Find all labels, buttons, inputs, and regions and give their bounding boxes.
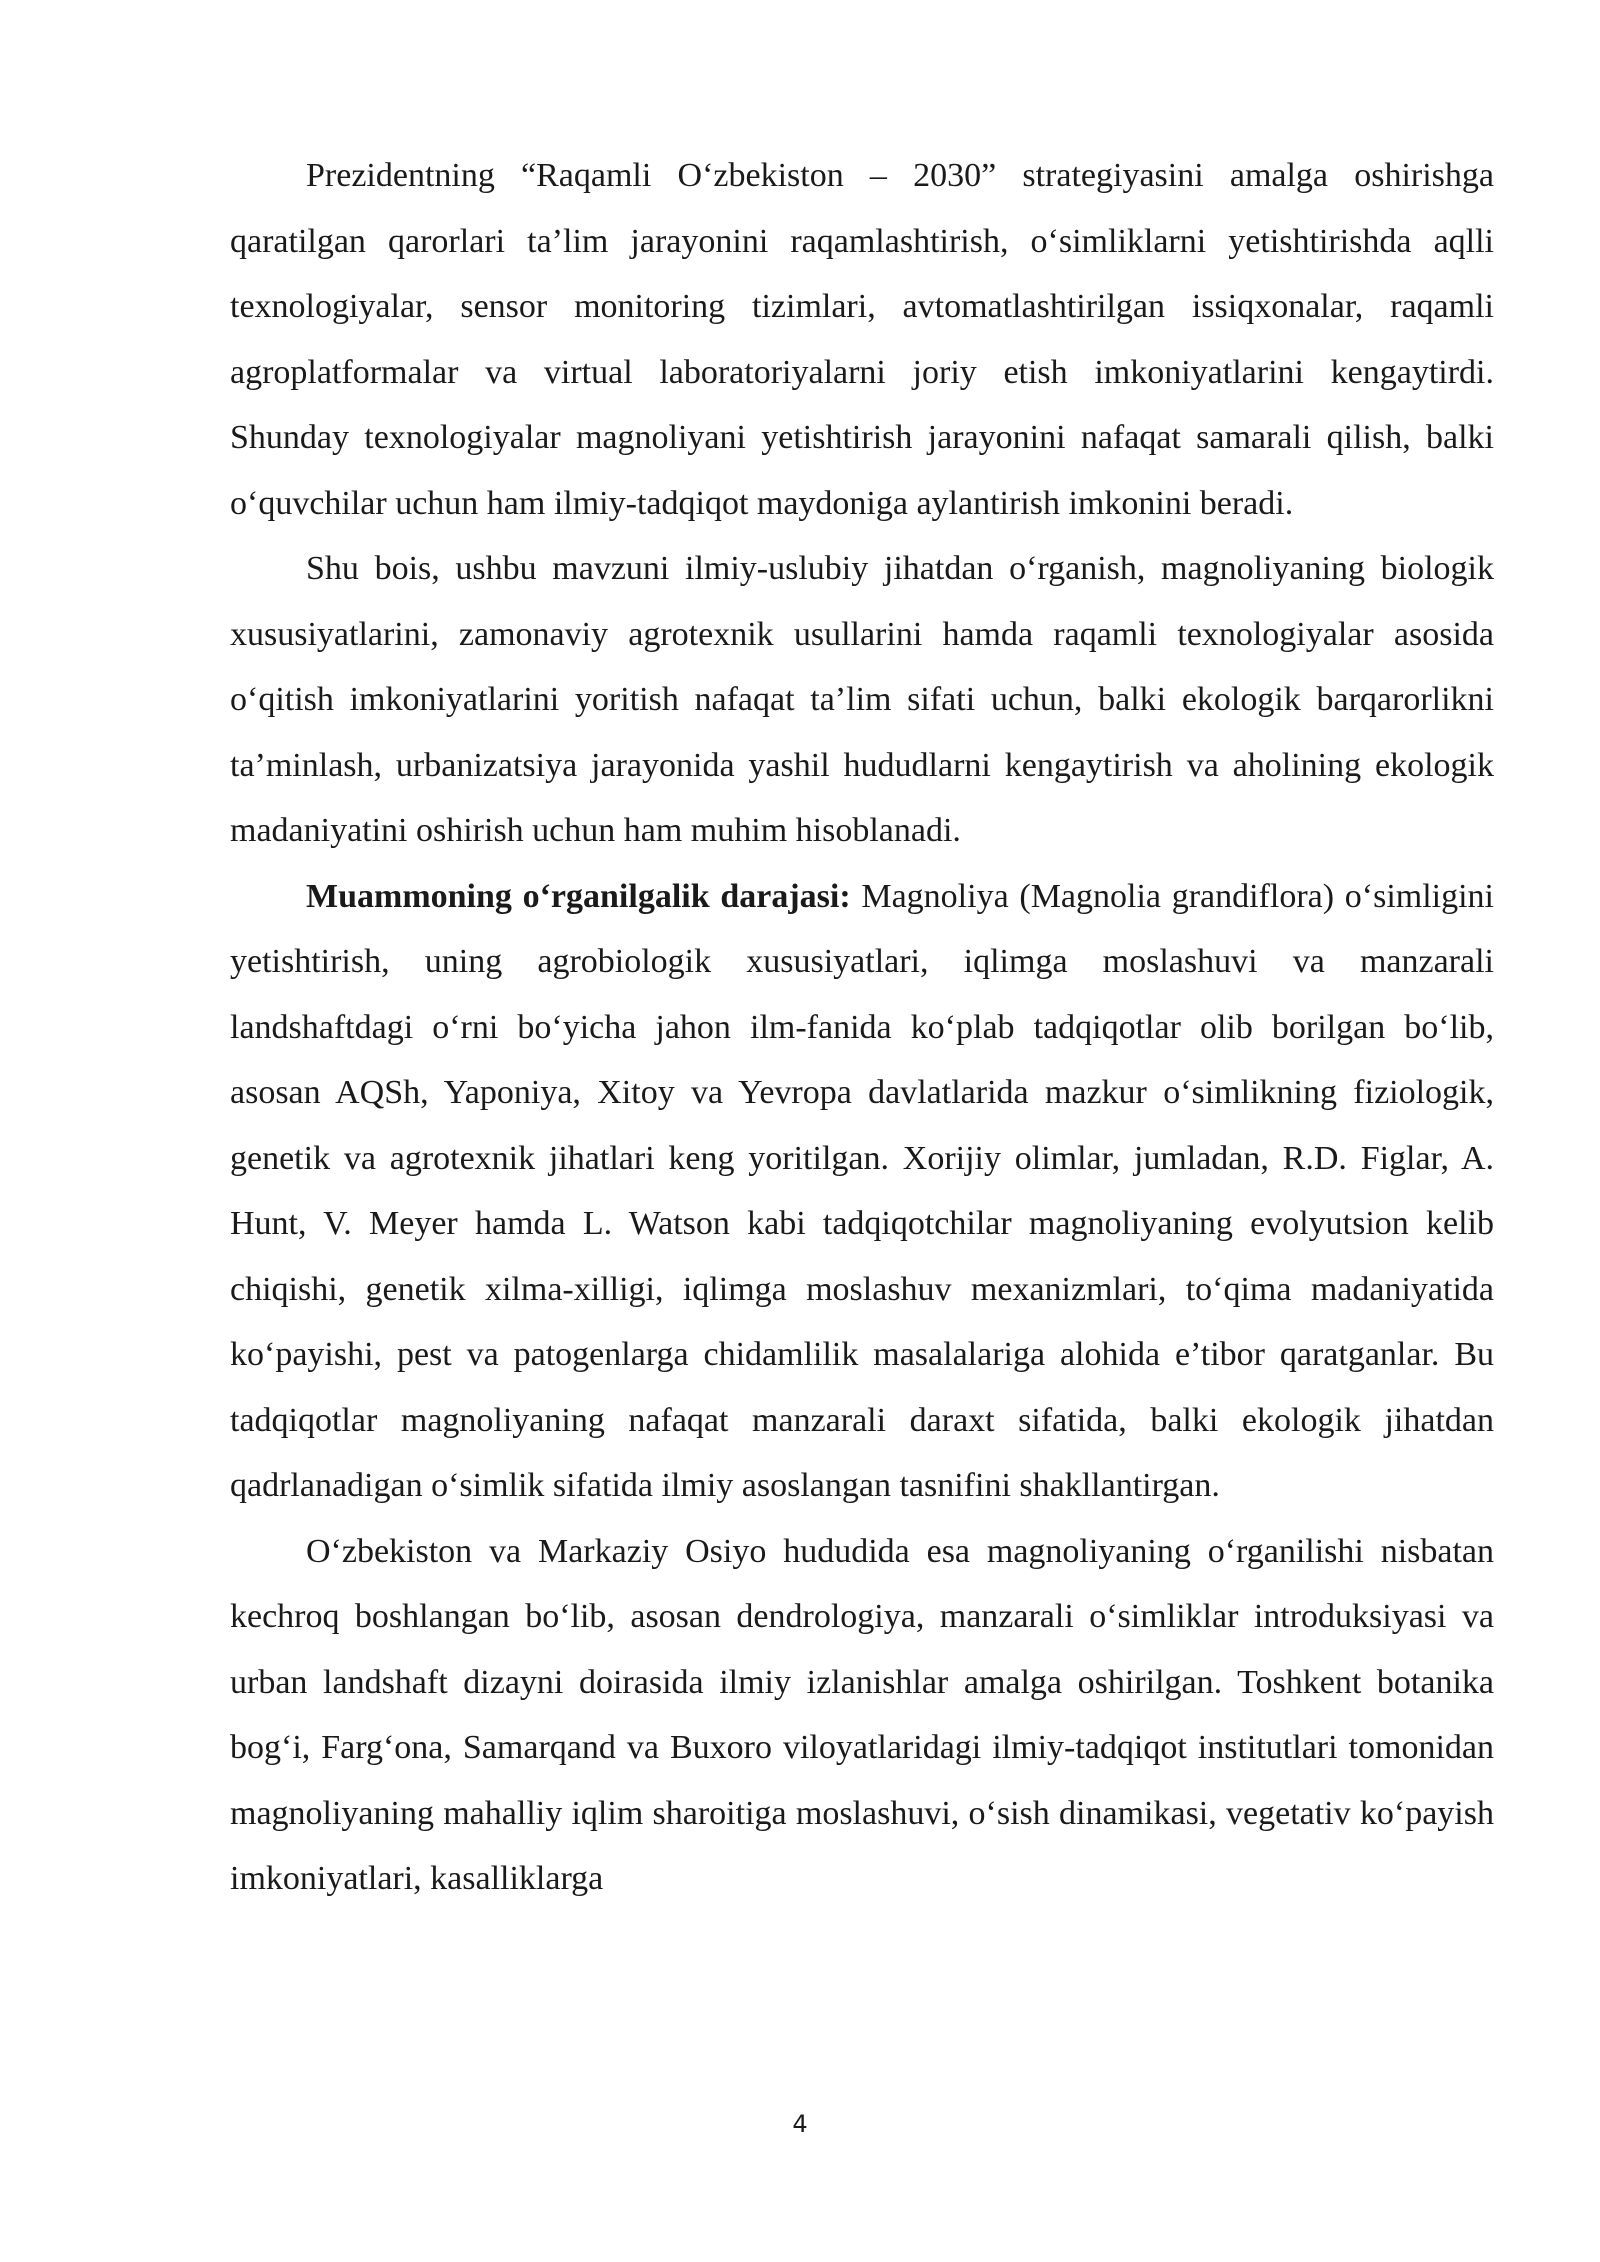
paragraph-2-text: Shu bois, ushbu mavzuni ilmiy-uslubiy jihatdan o‘rganish, magnoliyaning biologik xususiyatlarini, zamonaviy agrotexnik usullarini hamda raqamli texnologiyalar asosida o‘qitish imkoniyatlarini yoritish nafaqat ta’lim sifati uchun, balki ekologik barqarorlikni ta’minlash, urbanizatsiya jarayonida yashil hududlarni kengaytirish va aholining ekologik madaniyatini oshirish uchun ham muhim hisoblanadi. xyxy=(230,550,1494,849)
page-number: 4 xyxy=(792,2110,808,2138)
paragraph-4-text: O‘zbekiston va Markaziy Osiyo hududida esa magnoliyaning o‘rganilishi nisbatan kechroq boshlangan bo‘lib, asosan dendrologiya, manzarali o‘simliklar introduksiyasi va urban landshaft dizayni doirasida ilmiy izlanishlar amalga oshirilgan. Toshkent botanika bog‘i, Farg‘ona, Samarqand va Buxoro viloyatlaridagi ilmiy-tadqiqot institutlari tomonidan magnoliyaning mahalliy iqlim sharoitiga moslashuvi, o‘sish dinamikasi, vegetativ ko‘payish imkoniyatlari, kasalliklarga xyxy=(230,1532,1494,1897)
paragraph-1-text: Prezidentning “Raqamli O‘zbekiston – 2030” strategiyasini amalga oshirishga qaratilgan qarorlari ta’lim jarayonini raqamlashtirish, o‘simliklarni yetishtirishda aqlli texnologiyalar, sensor monitoring tizimlari, avtomatlashtirilgan issiqxonalar, raqamli agroplatformalar va virtual laboratoriyalarni joriy etish imkoniyatlarini kengaytirdi. Shunday texnologiyalar magnoliyani yetishtirish jarayonini nafaqat samarali qilish, balki o‘quvchilar uchun ham ilmiy-tadqiqot maydoniga aylantirish imkonini beradi. xyxy=(230,157,1494,522)
paragraph-1 xyxy=(230,143,1494,536)
paragraph-3 xyxy=(230,864,1494,1519)
paragraph-4 xyxy=(230,1519,1494,1912)
paragraph-3-lead: Muammoning o‘rganilgalik darajasi: xyxy=(306,877,851,915)
paragraph-3-text: Magnoliya (Magnolia grandiflora) o‘simligini yetishtirish, uning agrobiologik xususiyatlari, iqlimga moslashuvi va manzarali landshaftdagi o‘rni bo‘yicha jahon ilm-fanida ko‘plab tadqiqotlar olib borilgan bo‘lib, asosan AQSh, Yaponiya, Xitoy va Yevropa davlatlarida mazkur o‘simlikning fiziologik, genetik va agrotexnik jihatlari keng yoritilgan. Xorijiy olimlar, jumladan, R.D. Figlar, A. Hunt, V. Meyer hamda L. Watson kabi tadqiqotchilar magnoliyaning evolyutsion kelib chiqishi, genetik xilma-xilligi, iqlimga moslashuv mexanizmlari, to‘qima madaniyatida ko‘payishi, pest va patogenlarga chidamlilik masalalariga alohida e’tibor qaratganlar. Bu tadqiqotlar magnoliyaning nafaqat manzarali daraxt sifatida, balki ekologik jihatdan qadrlanadigan o‘simlik sifatida ilmiy asoslangan tasnifini shakllantirgan. xyxy=(230,877,1494,1504)
body-text xyxy=(230,143,1494,1912)
paragraph-2 xyxy=(230,536,1494,864)
